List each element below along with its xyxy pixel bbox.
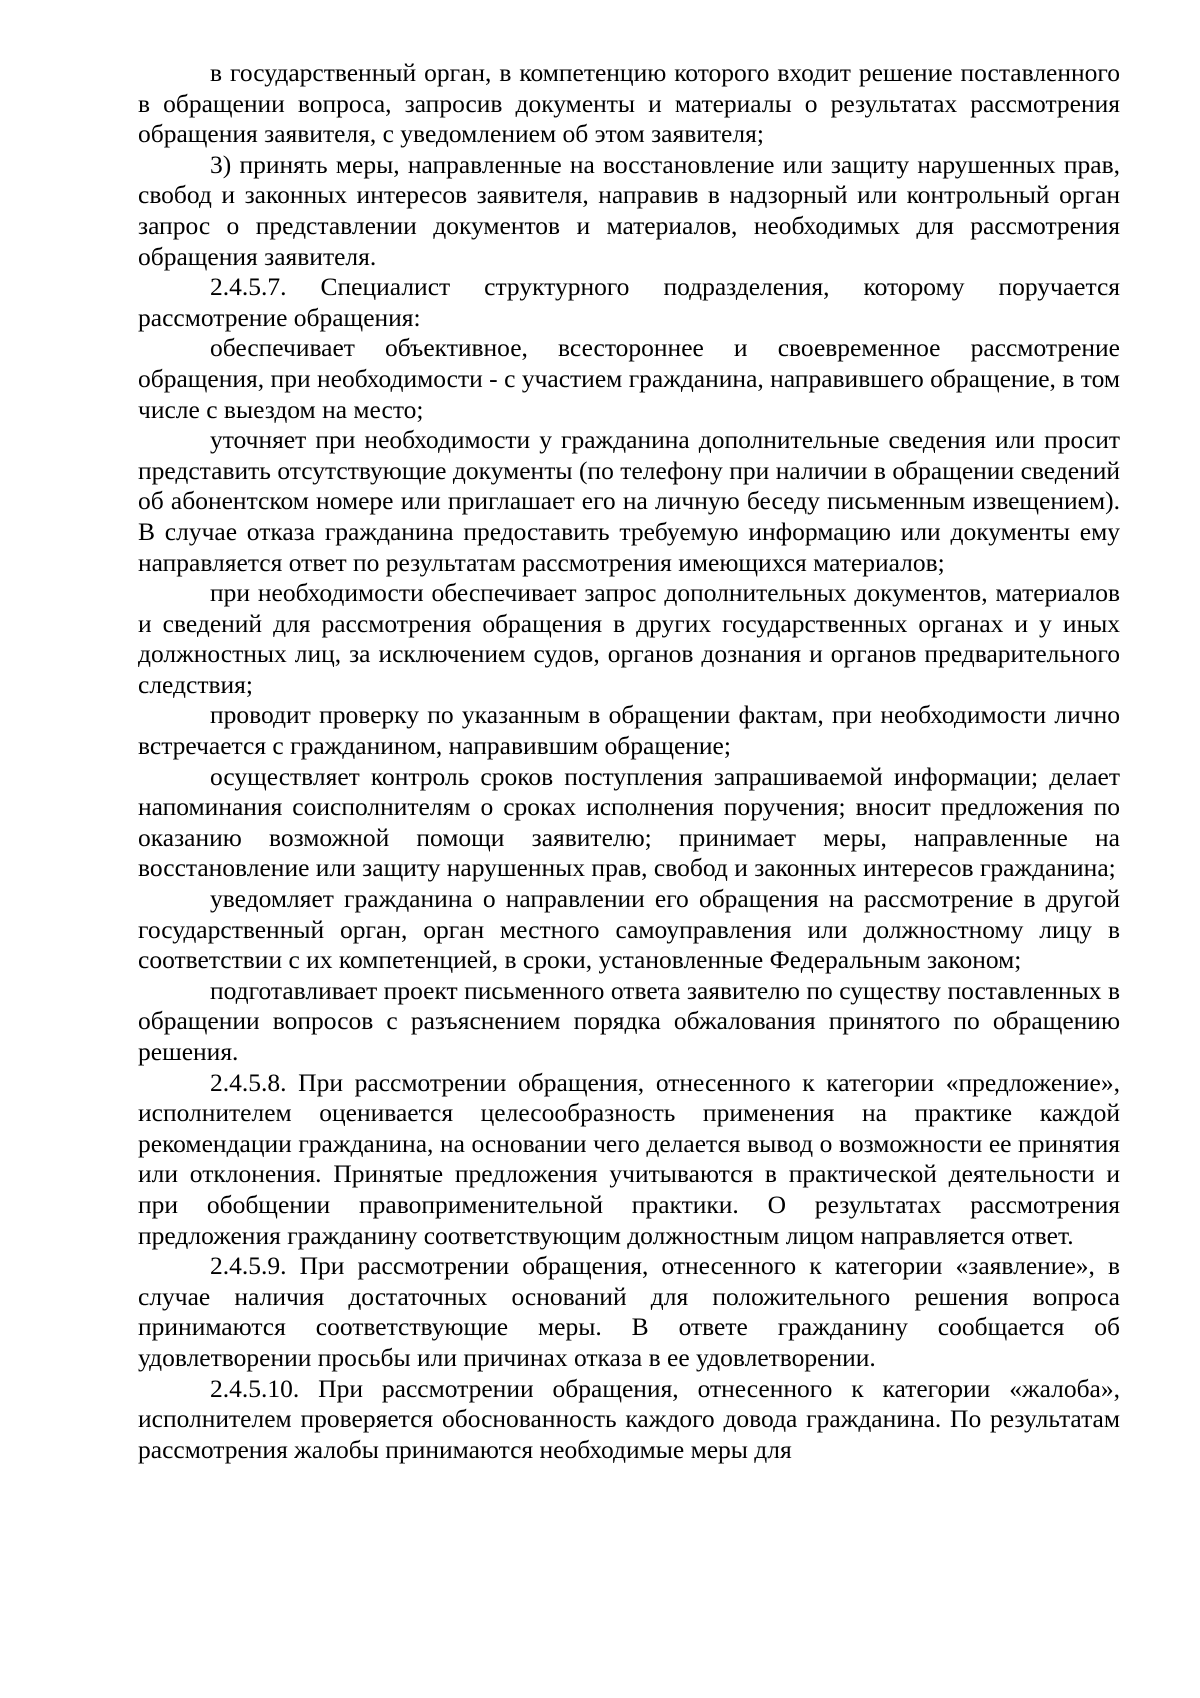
document-body xyxy=(138,58,1120,1465)
paragraph-duty-control-deadlines: осуществляет контроль сроков поступления запрашиваемой информации; делает напоминания соисполнителям о сроках исполнения поручения; вносит предложения по оказанию возможной помощи заявителю; принимает меры, направленные на восстановление или защиту нарушенных прав, свобод и законных интересов гражданина; xyxy=(138,761,1120,883)
paragraph-duty-request-documents: при необходимости обеспечивает запрос дополнительных документов, материалов и сведений для рассмотрения обращения в других государственных органах и у иных должностных лиц, за исключением судов, органов дознания и органов предварительного следствия; xyxy=(138,578,1120,699)
paragraph-2-4-5-7: 2.4.5.7. Специалист структурного подразделения, которому поручается рассмотрение обращения: xyxy=(138,272,1120,332)
paragraph-continuation: в государственный орган, в компетенцию которого входит решение поставленного в обращении вопроса, запросив документы и материалы о результатах рассмотрения обращения заявителя, с уведомлением об этом заявителя; xyxy=(138,58,1120,149)
paragraph-duty-objective-review: обеспечивает объективное, всестороннее и своевременное рассмотрение обращения, при необходимости - с участием гражданина, направившего обращение, в том числе с выездом на место; xyxy=(138,333,1120,424)
paragraph-2-4-5-8: 2.4.5.8. При рассмотрении обращения, отнесенного к категории «предложение», исполнителем оценивается целесообразность применения на практике каждой рекомендации гражданина, на основании чего делается вывод о возможности ее принятия или отклонения. Принятые предложения учитываются в практической деятельности и при обобщении правоприменительной практики. О результатах рассмотрения предложения гражданину соответствующим должностным лицом направляется ответ. xyxy=(138,1067,1120,1250)
paragraph-duty-clarify-info: уточняет при необходимости у гражданина дополнительные сведения или просит представить отсутствующие документы (по телефону при наличии в обращении сведений об абонентском номере или приглашает его на личную беседу письменным извещением). В случае отказа гражданина предоставить требуемую информацию или документы ему направляется ответ по результатам рассмотрения имеющихся материалов; xyxy=(138,425,1120,577)
paragraph-2-4-5-10: 2.4.5.10. При рассмотрении обращения, отнесенного к категории «жалоба», исполнителем проверяется обоснованность каждого довода гражданина. По результатам рассмотрения жалобы принимаются необходимые меры для xyxy=(138,1373,1120,1464)
paragraph-2-4-5-9: 2.4.5.9. При рассмотрении обращения, отнесенного к категории «заявление», в случае наличия достаточных оснований для положительного решения вопроса принимаются соответствующие меры. В ответе гражданину сообщается об удовлетворении просьбы или причинах отказа в ее удовлетворении. xyxy=(138,1251,1120,1372)
paragraph-item-3: 3) принять меры, направленные на восстановление или защиту нарушенных прав, свобод и законных интересов заявителя, направив в надзорный или контрольный орган запрос о представлении документов и материалов, необходимых для рассмотрения обращения заявителя. xyxy=(138,149,1120,271)
paragraph-duty-prepare-answer: подготавливает проект письменного ответа заявителю по существу поставленных в обращении вопросов с разъяснением порядка обжалования принятого по обращению решения. xyxy=(138,975,1120,1066)
paragraph-duty-notify-redirect: уведомляет гражданина о направлении его обращения на рассмотрение в другой государственный орган, орган местного самоуправления или должностному лицу в соответствии с их компетенцией, в сроки, установленные Федеральным законом; xyxy=(138,884,1120,975)
paragraph-duty-verification: проводит проверку по указанным в обращении фактам, при необходимости лично встречается с гражданином, направившим обращение; xyxy=(138,700,1120,761)
